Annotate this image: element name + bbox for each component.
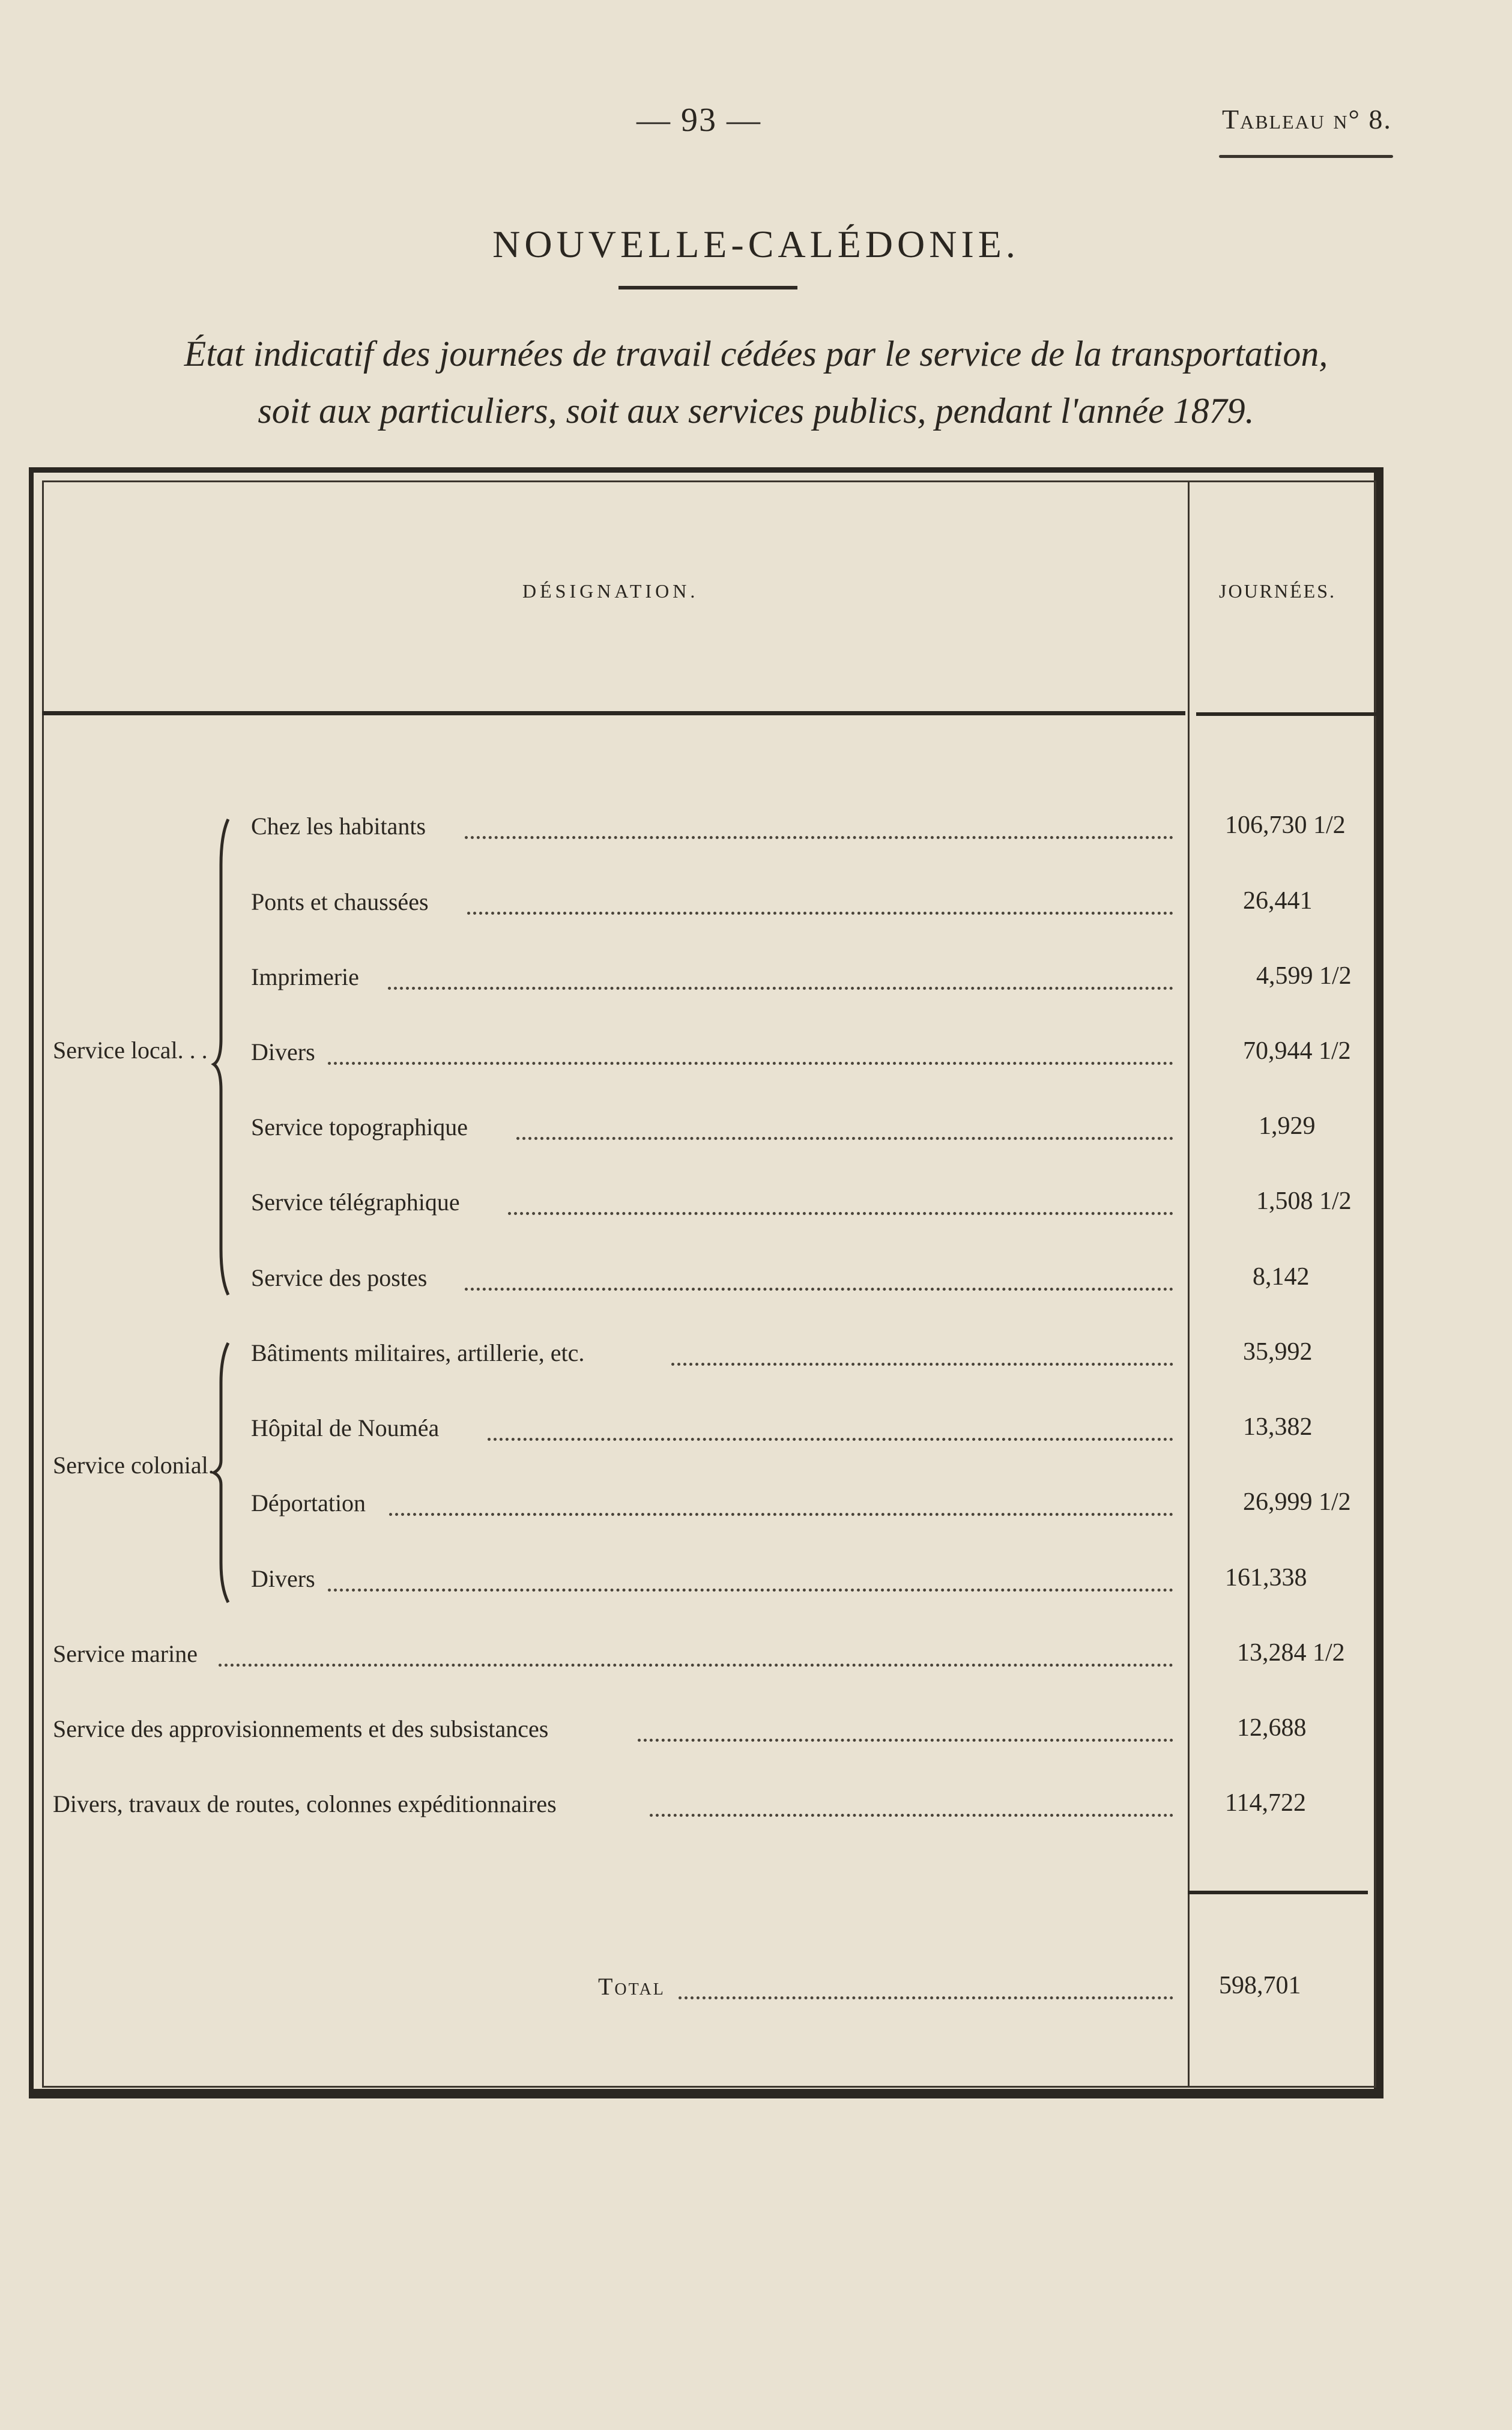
- header-rule-designation: [42, 711, 1185, 715]
- leader-dots: [465, 836, 1173, 839]
- sum-rule: [1188, 1891, 1368, 1894]
- total-label: Total: [598, 1973, 665, 2000]
- row-label: Divers: [251, 1038, 315, 1065]
- row-value: 35,992: [1243, 1338, 1313, 1366]
- row-label: Déportation: [251, 1489, 366, 1516]
- row-label: Bâtiments militaires, artillerie, etc.: [251, 1339, 585, 1366]
- row-label: Chez les habitants: [251, 813, 426, 840]
- row-value: 26,441: [1243, 887, 1313, 915]
- row-value: 13,382: [1243, 1413, 1313, 1441]
- row-label: Service topographique: [251, 1113, 468, 1141]
- group-label-service-local: Service local. . .: [53, 1037, 208, 1064]
- leader-dots: [671, 1363, 1173, 1366]
- row-value: 12,688: [1237, 1714, 1307, 1742]
- row-label: Ponts et chaussées: [251, 888, 429, 915]
- row-value: 161,338: [1225, 1564, 1307, 1592]
- row-value: 4,599 1/2: [1256, 962, 1352, 990]
- tableau-number: Tableau n° 8.: [1222, 104, 1392, 135]
- table-inner-border: [42, 480, 1376, 2088]
- leader-dots: [679, 1996, 1173, 1999]
- row-value: 1,508 1/2: [1256, 1187, 1352, 1215]
- page-number: — 93 —: [637, 102, 761, 139]
- leader-dots: [650, 1814, 1173, 1817]
- row-label: Service marine: [53, 1640, 198, 1667]
- row-label: Hôpital de Nouméa: [251, 1414, 440, 1441]
- row-label: Service télégraphique: [251, 1189, 460, 1216]
- leader-dots: [516, 1137, 1173, 1140]
- leader-dots: [328, 1589, 1173, 1592]
- column-header-designation: DÉSIGNATION.: [522, 580, 699, 602]
- leader-dots: [388, 987, 1173, 990]
- brace-service-local: [210, 817, 240, 1297]
- column-divider: [1188, 480, 1190, 2088]
- row-value: 1,929: [1259, 1112, 1316, 1140]
- total-value: 598,701: [1219, 1972, 1301, 1999]
- leader-dots: [467, 912, 1173, 915]
- row-label: Imprimerie: [251, 963, 359, 990]
- leader-dots: [508, 1212, 1173, 1215]
- header-rule-journees: [1196, 712, 1376, 716]
- row-label: Service des postes: [251, 1264, 428, 1291]
- row-value: 106,730 1/2: [1225, 811, 1346, 839]
- leader-dots: [465, 1288, 1173, 1291]
- title-rule: [618, 286, 797, 289]
- row-label: Service des approvisionnements et des subsistances: [53, 1715, 549, 1742]
- brace-service-colonial: [210, 1341, 240, 1605]
- leader-dots: [389, 1513, 1173, 1516]
- row-value: 26,999 1/2: [1243, 1488, 1351, 1516]
- tableau-underline: [1219, 155, 1393, 158]
- group-label-service-colonial: Service colonial.: [53, 1452, 214, 1479]
- row-value: 8,142: [1253, 1263, 1310, 1291]
- row-value: 70,944 1/2: [1243, 1037, 1351, 1065]
- leader-dots: [638, 1739, 1173, 1742]
- row-value: 13,284 1/2: [1237, 1639, 1345, 1667]
- row-value: 114,722: [1225, 1789, 1306, 1817]
- row-label: Divers: [251, 1565, 315, 1592]
- subtitle-line-1: État indicatif des journées de travail cédées par le service de la transportation,: [184, 334, 1328, 374]
- leader-dots: [219, 1664, 1173, 1667]
- leader-dots: [328, 1062, 1173, 1065]
- row-label: Divers, travaux de routes, colonnes expéditionnaires: [53, 1790, 557, 1817]
- column-header-journees: JOURNÉES.: [1219, 580, 1337, 602]
- subtitle-line-2: soit aux particuliers, soit aux services publics, pendant l'année 1879.: [258, 391, 1254, 431]
- document-title: NOUVELLE-CALÉDONIE.: [492, 223, 1020, 265]
- leader-dots: [488, 1438, 1173, 1441]
